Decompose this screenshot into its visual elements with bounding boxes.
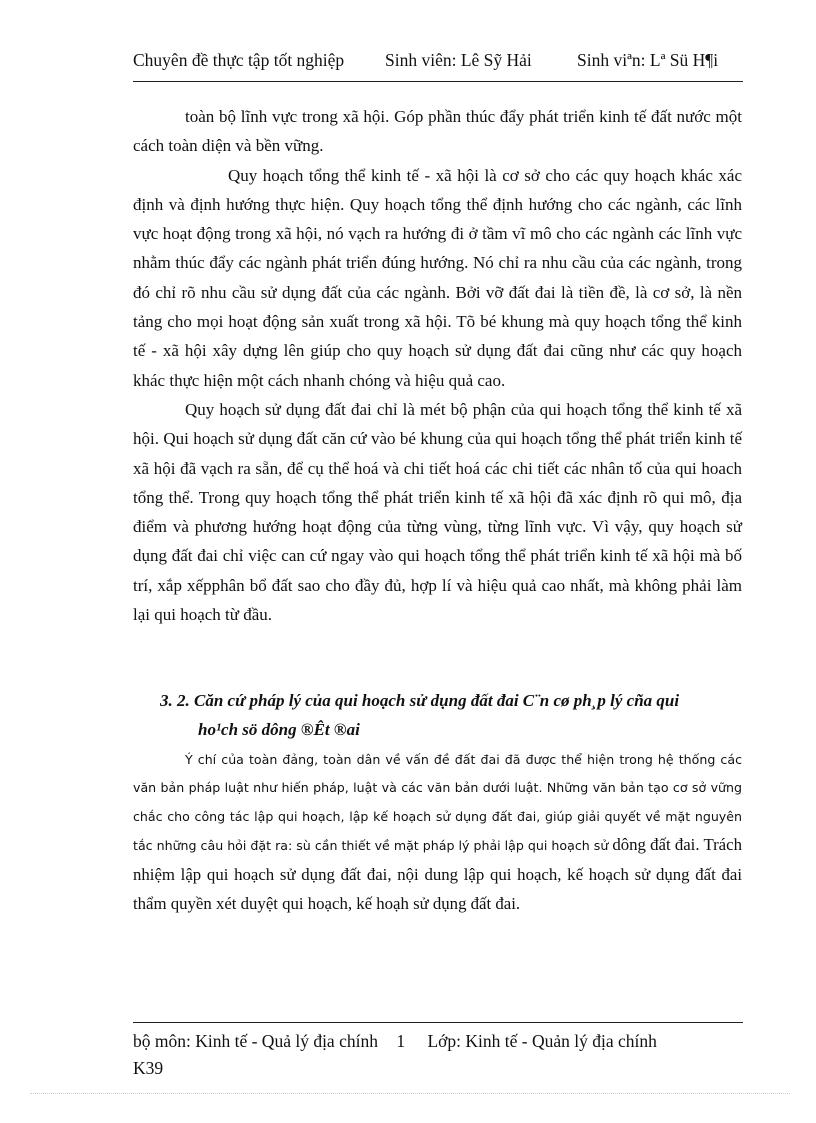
paragraph-land-use-planning: Quy hoạch sử dụng đất đai chỉ là mét bộ phận của qui hoạch tổng thể kinh tế xã hội. Qui hoạch sử dụng đất căn cứ vào bé khung của qui hoạch tổng thể phát triển kinh tế xã hội đã vạch ra sẵn, để cụ thể hoá và chi tiết hoá các chi tiết các nhân tố của qui hoach tổng thể. Trong quy hoạch tổng thể phát triển kinh tế xã hội đã xác định rõ qui mô, địa điểm và phương hướng hoạt động của từng vùng, từng lĩnh vực. Vì vậy, quy hoạch sử dụng đất đai chỉ việc can cứ ngay vào qui hoạch tổng thể phát triển kinh tế xã hội mà bố trí, xắp xếpphân bổ đất sao cho đầy đủ, hợp lí và hiệu quả cao nhất, mà không phải làm lại qui hoạch từ đầu. bbox=[133, 399, 742, 625]
page-header bbox=[133, 50, 743, 76]
footer-page-number: 1 bbox=[396, 1031, 406, 1051]
page-bottom-edge bbox=[30, 1093, 790, 1094]
footer-rule bbox=[133, 1022, 743, 1023]
paragraph-continuation: toàn bộ lĩnh vực trong xã hội. Góp phần thúc đẩy phát triển kinh tế đất nước một cách toàn diện và bền vững. bbox=[133, 107, 742, 156]
footer-department: bộ môn: Kinh tế - Quả lý địa chính bbox=[133, 1031, 378, 1051]
section-heading-line1: 3. 2. Căn cứ pháp lý của qui hoạch sử dụng đất đai C¨n cø ph¸p lý cña qui bbox=[160, 691, 680, 710]
footer-line bbox=[133, 1028, 743, 1055]
footer-class: Lớp: Kinh tế - Quản lý địa chính bbox=[427, 1031, 657, 1051]
footer-course-code: K39 bbox=[133, 1058, 164, 1078]
section-paragraph-small: Ý chí của toàn đảng, toàn dân về vấn đề đất đai đã được thể hiện trong hệ thống các văn bản pháp luật như hiến pháp, luật và các văn bản dưới luật. Những văn bản tạo cơ sở vững chắc cho công tác lập qui hoạch, lập kế hoạch sử dụng đất đai, giúp giải quyết về mặt nguyên tắc những câu hỏi đặt ra: sù cần thiết về mặt pháp lý phải lập qui hoạch sử bbox=[133, 752, 742, 854]
header-document-title: Chuyên đề thực tập tốt nghiệp bbox=[133, 50, 345, 70]
header-rule bbox=[133, 81, 743, 82]
header-student-name-garbled: Sinh viªn: Lª Sü H¶i bbox=[577, 50, 719, 70]
paragraph-overall-planning: Quy hoạch tổng thể kinh tế - xã hội là cơ sở cho các quy hoạch khác xác định và định hướng thực hiện. Quy hoạch tổng thể định hướng cho các ngành, các lĩnh vực hoạt động trong xã hội, nó vạch ra hướng đi ở tầm vĩ mô cho các ngành các lĩnh vực nhằm thúc đẩy các ngành phát triển đúng hướng. Nó chỉ ra nhu cầu của các ngành, trong đó chỉ rõ nhu cầu sử dụng đất của các ngành. Bởi vỡ đất đai là tiền đề, là cơ sở, là nền tảng cho mọi hoạt động sản xuất trong xã hội. Tõ bé khung mà quy hoạch tổng thể kinh tế - xã hội xây dựng lên giúp cho quy hoạch sử dụng đất đai cũng như các quy hoạch khác thực hiện một cách nhanh chóng và hiệu quả cao. bbox=[133, 165, 742, 390]
section-heading bbox=[160, 686, 745, 744]
section-paragraph bbox=[133, 746, 742, 919]
body-text bbox=[133, 102, 742, 629]
header-student-name: Sinh viên: Lê Sỹ Hải bbox=[385, 50, 532, 70]
page-footer bbox=[133, 1028, 743, 1082]
section-body bbox=[133, 746, 742, 919]
section-paragraph-tail: dông đất đai. Trách nhiệm lập qui hoạch sử dụng đất đai, nội dung lập qui hoạch, kế hoạch sử dụng đất đai thẩm quyền xét duyệt qui hoạch, kế hoạh sử dụng đất đai. bbox=[133, 835, 742, 914]
section-heading-line2: ho¹ch sö dông ®Êt ®ai bbox=[198, 720, 360, 739]
